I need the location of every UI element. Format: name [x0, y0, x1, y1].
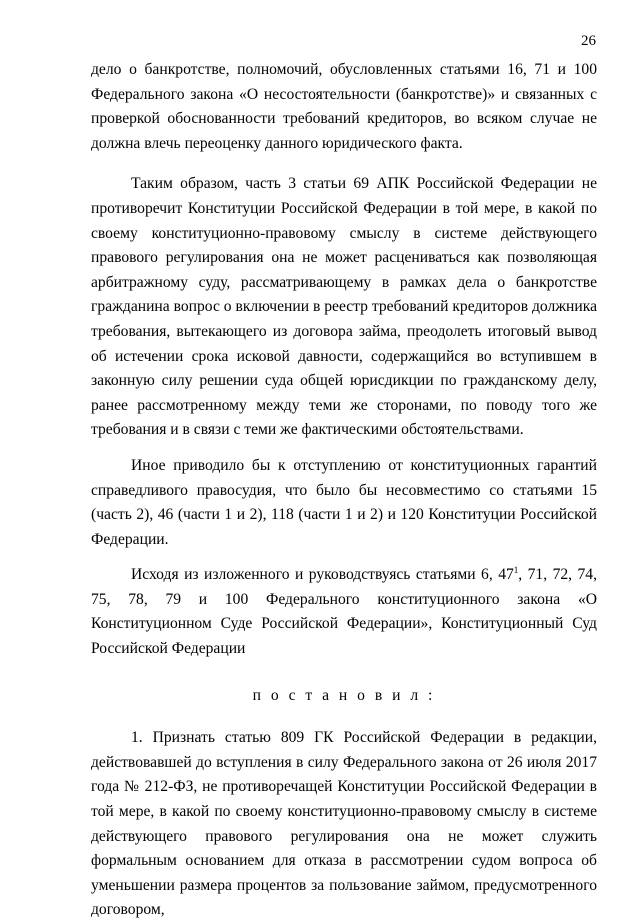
resolution-item-1: 1. Признать статью 809 ГК Российской Федерации в редакции, действовавшей до вступления в силу Федерального закона от 26 июля 2017 года № 212-ФЗ, не противоречащей Конституции Российской Федерации в той мере, в какой по своему конституционно-правовому смыслу в системе действующего правового регулирования она не может служить формальным основанием для отказа в рассмотрении судом вопроса об уменьшении размера процентов за пользование займом, предусмотренного договором, — [91, 729, 597, 919]
paragraph-conclusion: Таким образом, часть 3 статьи 69 АПК Российской Федерации не противоречит Конституции Российской Федерации в той мере, в какой по своему конституционно-правовому смыслу в системе действующего правового регулирования она не может расцениваться как позволяющая арбитражному суду, рассматривающему в рамках дела о банкротстве гражданина вопрос о включении в реестр требований кредиторов должника требования, вытекающего из договора займа, преодолеть итоговый вывод об истечении срока исковой давности, содержащийся во вступившем в законную силу решении суда общей юрисдикции по гражданскому делу, ранее рассмотренному между теми же сторонами, по поводу того же требования и в связи с теми же фактическими обстоятельствами. — [91, 175, 598, 439]
paragraph-continuation: дело о банкротстве, полномочий, обусловленных статьями 16, 71 и 100 Федерального закона «О несостоятельности (банкротстве)» и связанных с проверкой обоснованности требований кредиторов, во всяком случае не должна влечь переоценку данного юридического факта. — [91, 61, 597, 152]
body-text — [91, 58, 597, 923]
basis-superscript: 1 — [513, 565, 519, 576]
paragraph-otherwise: Иное приводило бы к отступлению от конституционных гарантий справедливого правосудия, что было бы несовместимо со статьями 15 (часть 2), 46 (части 1 и 2), 118 (части 1 и 2) и 120 Конституции Российской Федерации. — [91, 456, 597, 548]
paragraph-basis — [91, 563, 597, 661]
resolved-heading: п о с т а н о в и л : — [252, 686, 436, 704]
basis-text-end: , 71, 72, 74, 75, 78, 79 и 100 Федерального конституционного закона «О Конституционном Суде Российской Федерации», Конституционный Суд Российской Федерации — [91, 566, 597, 658]
page-number: 26 — [581, 33, 596, 49]
basis-text-start: Исходя из изложенного и руководствуясь статьями 6, 47 — [131, 566, 514, 584]
